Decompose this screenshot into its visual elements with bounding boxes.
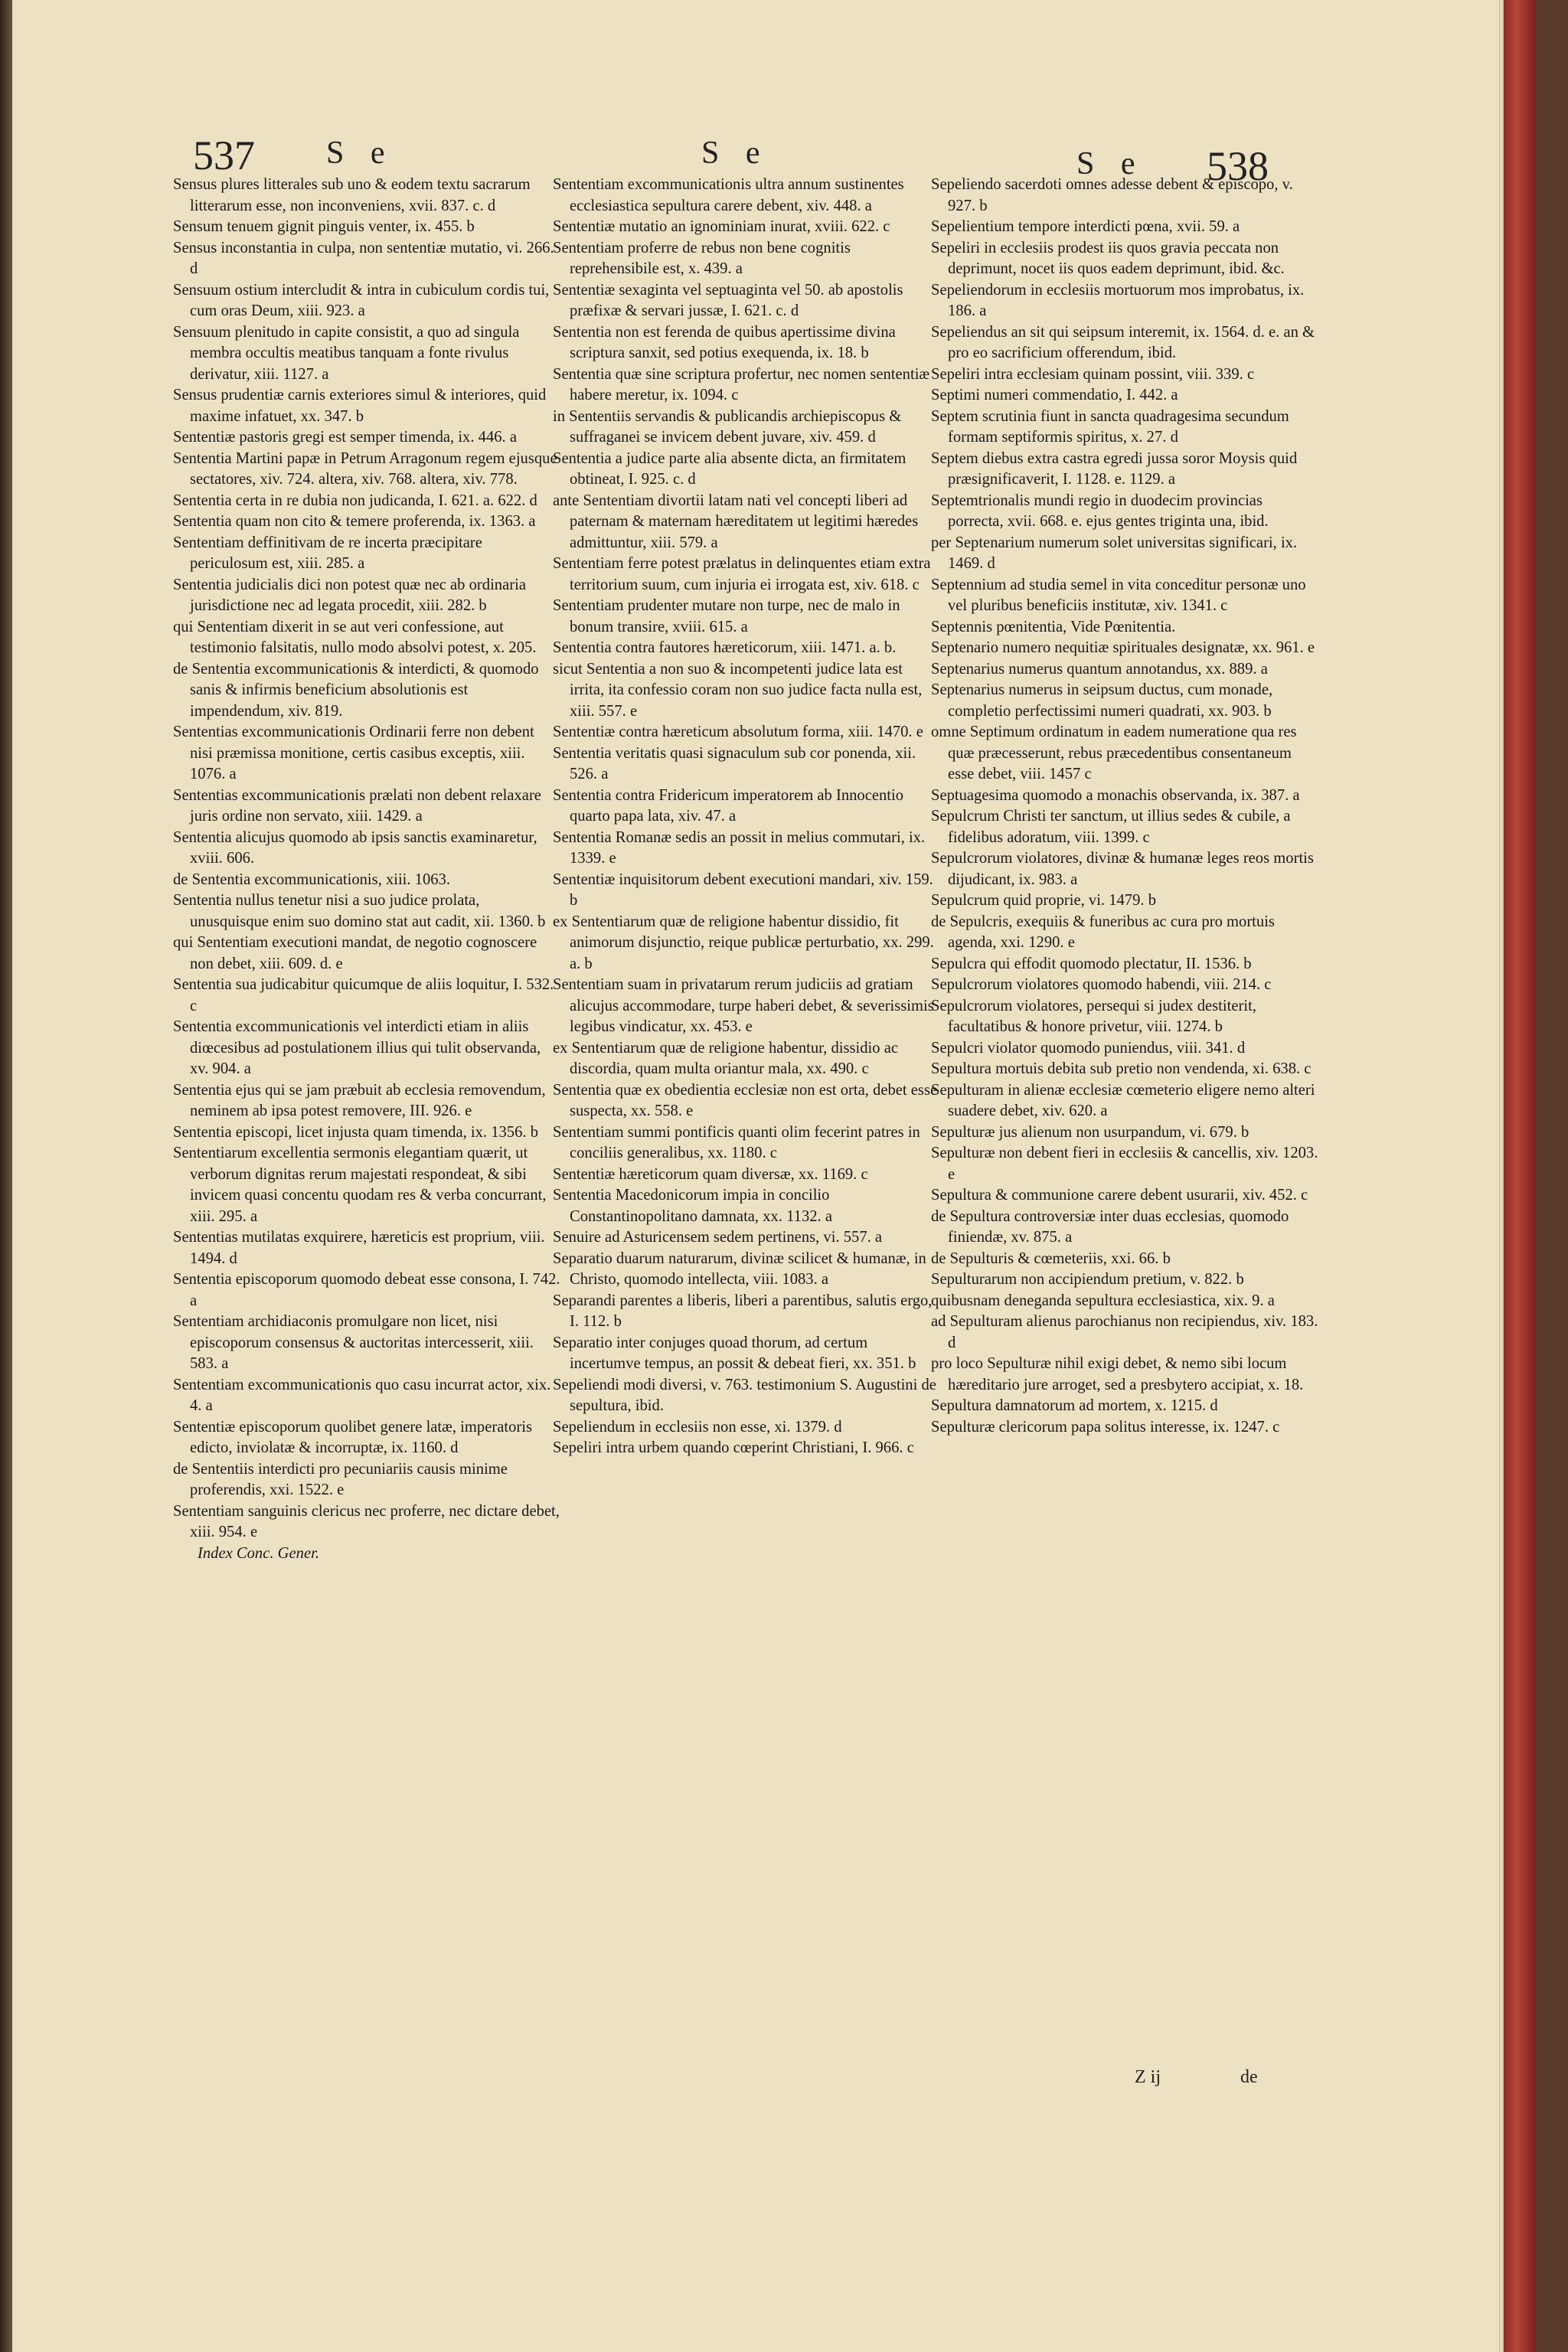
book-page	[12, 0, 1536, 2352]
index-entry: Septem scrutinia fiunt in sancta quadragesima secundum formam septiformis spiritus, x. 27. d	[931, 407, 1289, 446]
index-entry: Sententia quæ sine scriptura profertur, nec nomen sententiæ habere meretur, ix. 1094. c	[553, 365, 930, 403]
index-entry: Sententiam sanguinis clericus nec proferre, nec dictare debet, xiii. 954. e	[173, 1502, 560, 1540]
index-entry: Septenarius numerus in seipsum ductus, cum monade, completio perfectissimi numeri quadrati, xx. 903. b	[931, 681, 1273, 720]
index-entry: Septennium ad studia semel in vita conceditur personæ uno vel pluribus beneficiis institutæ, xiv. 1341. c	[931, 576, 1306, 614]
index-entry: Sententias excommunicationis Ordinarii ferre non debent nisi præmissa monitione, certis casibus exceptis, xiii. 1076. a	[173, 724, 534, 782]
index-entry: Sepulcrorum violatores quomodo habendi, viii. 214. c	[931, 976, 1272, 993]
book-spine	[0, 0, 12, 2352]
index-entry: de Sepultura controversiæ inter duas ecclesias, quomodo finiendæ, xv. 875. a	[931, 1207, 1289, 1246]
column-entries	[931, 175, 1318, 1438]
index-entry: pro loco Sepulturæ nihil exigi debet, & nemo sibi locum hæreditario jure arroget, sed a presbytero accipiat, x. 18.	[931, 1355, 1304, 1393]
index-entry: Sepulcrorum violatores, divinæ & humanæ leges reos mortis dijudicant, ix. 983. a	[931, 850, 1314, 888]
index-entry: Sententiam deffinitivam de re incerta præcipitare periculosum est, xiii. 285. a	[173, 534, 482, 572]
index-entry: Sententia contra fautores hæreticorum, xiii. 1471. a. b.	[553, 639, 897, 656]
running-head-center: S e	[701, 136, 769, 171]
index-entry: ad Sepulturam alienus parochianus non recipiendus, xiv. 183. d	[931, 1313, 1318, 1351]
index-entry: Septimi numeri commendatio, I. 442. a	[931, 387, 1178, 403]
left-page-number: 537	[193, 132, 255, 178]
index-column-3	[931, 175, 1318, 1438]
index-entry: Sepultura & communione carere debent usurarii, xiv. 452. c	[931, 1187, 1308, 1204]
signature-line: Index Conc. Gener.	[198, 1544, 319, 1562]
index-entry: Sententia episcopi, licet injusta quam timenda, ix. 1356. b	[173, 1123, 538, 1141]
index-entry: de Sententia excommunicationis, xiii. 1063.	[173, 871, 451, 888]
book-cover-edge	[1504, 0, 1536, 2352]
catchword: de	[1240, 2067, 1258, 2087]
index-entry: Sententia quæ ex obedientia ecclesiæ non est orta, debet esse suspecta, xx. 558. e	[553, 1081, 938, 1119]
index-entry: per Septenarium numerum solet universitas significari, ix. 1469. d	[931, 534, 1298, 572]
index-entry: in Sententiis servandis & publicandis archiepiscopus & suffraganei se invicem debent juvare, xiv. 459. d	[553, 407, 902, 446]
index-entry: Sepeliendorum in ecclesiis mortuorum mos improbatus, ix. 186. a	[931, 281, 1305, 319]
index-entry: Sepeliendi modi diversi, v. 763. testimonium S. Augustini de sepultura, ibid.	[553, 1376, 936, 1414]
index-entry: Separatio inter conjuges quoad thorum, ad certum incertumve tempus, an possit & debeat fieri, xx. 351. b	[553, 1334, 916, 1372]
index-entry: Sententia judicialis dici non potest quæ nec ab ordinaria jurisdictione nec ad legata procedit, xiii. 282. b	[173, 576, 526, 614]
right-page-number: 538	[1207, 143, 1269, 189]
index-entry: Sententias excommunicationis prælati non debent relaxare juris ordine non servato, xiii. 1429. a	[173, 786, 541, 825]
index-entry: Sententiæ episcoporum quolibet genere latæ, imperatoris edicto, inviolatæ & incorruptæ, ix. 1160. d	[173, 1418, 532, 1456]
index-entry: Sensuum plenitudo in capite consistit, a quo ad singula membra occultis meatibus tanquam a fonte rivulus derivatur, xiii. 1127. a	[173, 323, 520, 383]
index-entry: Sententias mutilatas exquirere, hæreticis est proprium, viii. 1494. d	[173, 1229, 545, 1267]
index-entry: quibusnam deneganda sepultura ecclesiastica, xix. 9. a	[931, 1292, 1275, 1309]
index-entry: Sepultura damnatorum ad mortem, x. 1215. d	[931, 1397, 1218, 1414]
index-entry: Septenarius numerus quantum annotandus, xx. 889. a	[931, 660, 1268, 678]
index-entry: Septuagesima quomodo a monachis observanda, ix. 387. a	[931, 786, 1300, 804]
column-entries	[553, 175, 940, 1459]
index-entry: Sepulcra qui effodit quomodo plectatur, II. 1536. b	[931, 955, 1252, 972]
index-entry: Sententiam excommunicationis quo casu incurrat actor, xix. 4. a	[173, 1376, 551, 1414]
index-entry: Sententia episcoporum quomodo debeat esse consona, I. 742. a	[173, 1271, 560, 1309]
index-column-2	[553, 175, 940, 1459]
index-entry: Sententia alicujus quomodo ab ipsis sanctis examinaretur, xviii. 606.	[173, 828, 537, 867]
index-entry: Sensus inconstantia in culpa, non sententiæ mutatio, vi. 266. d	[173, 239, 554, 277]
index-entry: Sententia Martini papæ in Petrum Arragonum regem ejusque sectatores, xiv. 724. altera, xiv. 768. altera, xiv. 778.	[173, 449, 557, 488]
index-entry: Sepulturæ non debent fieri in ecclesiis & cancellis, xiv. 1203. e	[931, 1145, 1318, 1183]
index-entry: Separatio duarum naturarum, divinæ scilicet & humanæ, in Christo, quomodo intellecta, viii. 1083. a	[553, 1250, 926, 1288]
index-entry: Sepulturarum non accipiendum pretium, v. 822. b	[931, 1271, 1244, 1288]
index-entry: Senuire ad Asturicensem sedem pertinens, vi. 557. a	[553, 1229, 883, 1246]
index-entry: de Sententiis interdicti pro pecuniariis causis minime proferendis, xxi. 1522. e	[173, 1460, 508, 1498]
index-entry: ante Sententiam divortii latam nati vel concepti liberi ad paternam & maternam hæreditatem ut legitimi hæredes admittuntur, xiii. 579. a	[553, 492, 919, 551]
index-entry: Sepulturam in alienæ ecclesiæ cœmeterio eligere nemo alteri suadere debet, xiv. 620. a	[931, 1081, 1315, 1119]
index-entry: Sepeliendum in ecclesiis non esse, xi. 1379. d	[553, 1418, 842, 1436]
running-head-left: S e	[326, 136, 394, 171]
index-entry: qui Sententiam executioni mandat, de negotio cognoscere non debet, xiii. 609. d. e	[173, 934, 537, 972]
index-entry: Sententiam ferre potest prælatus in delinquentes etiam extra territorium suum, cum injuria ei irrogata est, xiv. 618. c	[553, 555, 931, 593]
index-entry: Sensum tenuem gignit pinguis venter, ix. 455. b	[173, 218, 475, 235]
index-entry: sicut Sententia a non suo & incompetenti judice lata est irrita, ita confessio coram non suo judice facta nulla est, xiii. 557. e	[553, 660, 923, 720]
index-entry: qui Sententiam dixerit in se aut veri confessione, aut testimonio falsitatis, nullo modo absolvi potest, x. 205.	[173, 618, 537, 656]
index-entry: Sepeliri intra urbem quando cœperint Christiani, I. 966. c	[553, 1439, 914, 1456]
index-entry: Sententiam suam in privatarum rerum judiciis ad gratiam alicujus accommodare, turpe haberi debet, & severissimis legibus vindicatur, xx. 453. e	[553, 976, 934, 1035]
index-entry: Sensuum ostium intercludit & intra in cubiculum cordis tui, cum oras Deum, xiii. 923. a	[173, 281, 550, 319]
index-entry: Sepultura mortuis debita sub pretio non vendenda, xi. 638. c	[931, 1060, 1312, 1077]
index-entry: Sententia a judice parte alia absente dicta, an firmitatem obtineat, I. 925. c. d	[553, 449, 906, 488]
index-entry: ex Sententiarum quæ de religione habentur dissidio, fit animorum disjunctio, reique publicæ perturbatio, xx. 299. a. b	[553, 913, 934, 972]
index-entry: Sententia Macedonicorum impia in concilio Constantinopolitano damnata, xx. 1132. a	[553, 1187, 832, 1225]
index-entry: omne Septimum ordinatum in eadem numeratione qua res quæ præcesserunt, rebus præcedentibus consentaneum esse debet, viii. 1457 c	[931, 724, 1297, 782]
index-entry: Sententia ejus qui se jam præbuit ab ecclesia removendum, neminem ab ipsa potest removere, III. 926. e	[173, 1081, 546, 1119]
index-entry: Sepulturæ jus alienum non usurpandum, vi. 679. b	[931, 1123, 1250, 1141]
index-entry: Sententiam archidiaconis promulgare non licet, nisi episcoporum consensus & auctoritas intercesserit, xiii. 583. a	[173, 1313, 534, 1372]
index-entry: Sententiarum excellentia sermonis elegantiam quærit, ut verborum dignitas rerum majestati respondeat, & sibi invicem quasi concentu quodam res & verba concurrant, xiii. 295. a	[173, 1145, 547, 1225]
running-head-right: S e	[1076, 146, 1145, 181]
index-entry: de Sententia excommunicationis & interdicti, & quomodo sanis & infirmis beneficium absolutionis est impendendum, xiv. 819.	[173, 660, 539, 720]
index-entry: Sententiæ sexaginta vel septuaginta vel 50. ab apostolis præfixæ & servari jussæ, I. 621. c. d	[553, 281, 903, 319]
index-entry: Sepulcri violator quomodo puniendus, viii. 341. d	[931, 1039, 1246, 1057]
index-entry: Sententiam summi pontificis quanti olim fecerint patres in conciliis generalibus, xx. 1180. c	[553, 1123, 920, 1161]
index-entry: ex Sententiarum quæ de religione habentur, dissidio ac discordia, quam multa oriantur mala, xx. 490. c	[553, 1039, 898, 1077]
signature-mark: Z ij	[1135, 2067, 1161, 2087]
index-entry: Sententia veritatis quasi signaculum sub cor ponenda, xii. 526. a	[553, 744, 916, 782]
index-entry: Sepeliri in ecclesiis prodest iis quos gravia peccata non deprimunt, nocet iis quos eadem deprimunt, ibid. &c.	[931, 239, 1285, 277]
index-entry: Sepulcrum Christi ter sanctum, ut illius sedes & cubile, a fidelibus adoratum, viii. 1399. c	[931, 808, 1291, 846]
index-entry: Sensus plures litterales sub uno & eodem textu sacrarum litterarum esse, non inconveniens, xvii. 837. c. d	[173, 176, 531, 214]
index-entry: Sepelientium tempore interdicti pœna, xvii. 59. a	[931, 218, 1240, 235]
index-entry: Sepulturæ clericorum papa solitus interesse, ix. 1247. c	[931, 1418, 1280, 1436]
index-entry: Sententiam prudenter mutare non turpe, nec de malo in bonum transire, xviii. 615. a	[553, 597, 900, 635]
column-entries	[173, 175, 560, 1544]
index-entry: Sepulcrum quid proprie, vi. 1479. b	[931, 892, 1156, 909]
index-entry: Sententia Romanæ sedis an possit in melius commutari, ix. 1339. e	[553, 828, 926, 867]
index-entry: Septemtrionalis mundi regio in duodecim provincias porrecta, xvii. 668. e. ejus gentes triginta una, ibid.	[931, 492, 1269, 530]
index-entry: Sententiæ inquisitorum debent executioni mandari, xiv. 159. b	[553, 871, 933, 909]
index-entry: Sententia certa in re dubia non judicanda, I. 621. a. 622. d	[173, 492, 537, 509]
index-entry: Separandi parentes a liberis, liberi a parentibus, salutis ergo, I. 112. b	[553, 1292, 933, 1330]
index-entry: Sententia excommunicationis vel interdicti etiam in aliis diœcesibus ad postulationem illius qui tulit observanda, xv. 904. a	[173, 1018, 541, 1077]
index-entry: Sepeliendus an sit qui seipsum interemit, ix. 1564. d. e. an & pro eo sacrificium offerendum, ibid.	[931, 323, 1315, 361]
index-entry: de Sepulcris, exequiis & funeribus ac cura pro mortuis agenda, xxi. 1290. e	[931, 913, 1275, 951]
index-entry: Sententiæ mutatio an ignominiam inurat, xviii. 622. c	[553, 218, 890, 235]
index-entry: Sententia quam non cito & temere proferenda, ix. 1363. a	[173, 513, 536, 530]
index-column-1	[173, 175, 560, 1564]
index-entry: Septem diebus extra castra egredi jussa soror Moysis quid præsignificaverit, I. 1128. e. 1129. a	[931, 449, 1298, 488]
index-entry: Sepulcrorum violatores, persequi si judex destiterit, facultatibus & honore privetur, viii. 1274. b	[931, 997, 1256, 1035]
index-entry: Sententia sua judicabitur quicumque de aliis loquitur, I. 532. c	[173, 976, 554, 1014]
index-entry: Sententia contra Fridericum imperatorem ab Innocentio quarto papa lata, xiv. 47. a	[553, 786, 904, 825]
index-entry: Sententiam proferre de rebus non bene cognitis reprehensibile est, x. 439. a	[553, 239, 851, 277]
index-entry: de Sepulturis & cœmeteriis, xxi. 66. b	[931, 1250, 1171, 1267]
index-entry: Sententia nullus tenetur nisi a suo judice prolata, unusquisque enim suo domino stat aut cadit, xii. 1360. b	[173, 892, 546, 930]
index-entry: Sensus prudentiæ carnis exteriores simul & interiores, quid maxime infatuet, xx. 347. b	[173, 387, 547, 425]
index-entry: Sententiam excommunicationis ultra annum sustinentes ecclesiastica sepultura carere debent, xiv. 448. a	[553, 176, 904, 214]
index-entry: Sepeliri intra ecclesiam quinam possint, viii. 339. c	[931, 365, 1255, 383]
index-entry: Sententia non est ferenda de quibus apertissime divina scriptura sanxit, sed potius exequenda, ix. 18. b	[553, 323, 896, 361]
index-entry: Septennis pœnitentia, Vide Pœnitentia.	[931, 618, 1176, 635]
index-entry: Sententiæ hæreticorum quam diversæ, xx. 1169. c	[553, 1165, 868, 1183]
index-entry: Sententiæ pastoris gregi est semper timenda, ix. 446. a	[173, 429, 517, 446]
index-entry: Septenario numero nequitiæ spirituales designatæ, xx. 961. e	[931, 639, 1315, 656]
index-entry: Sepeliendo sacerdoti omnes adesse debent & episcopo, v. 927. b	[931, 176, 1293, 214]
index-entry: Sententiæ contra hæreticum absolutum forma, xiii. 1470. e	[553, 724, 923, 740]
